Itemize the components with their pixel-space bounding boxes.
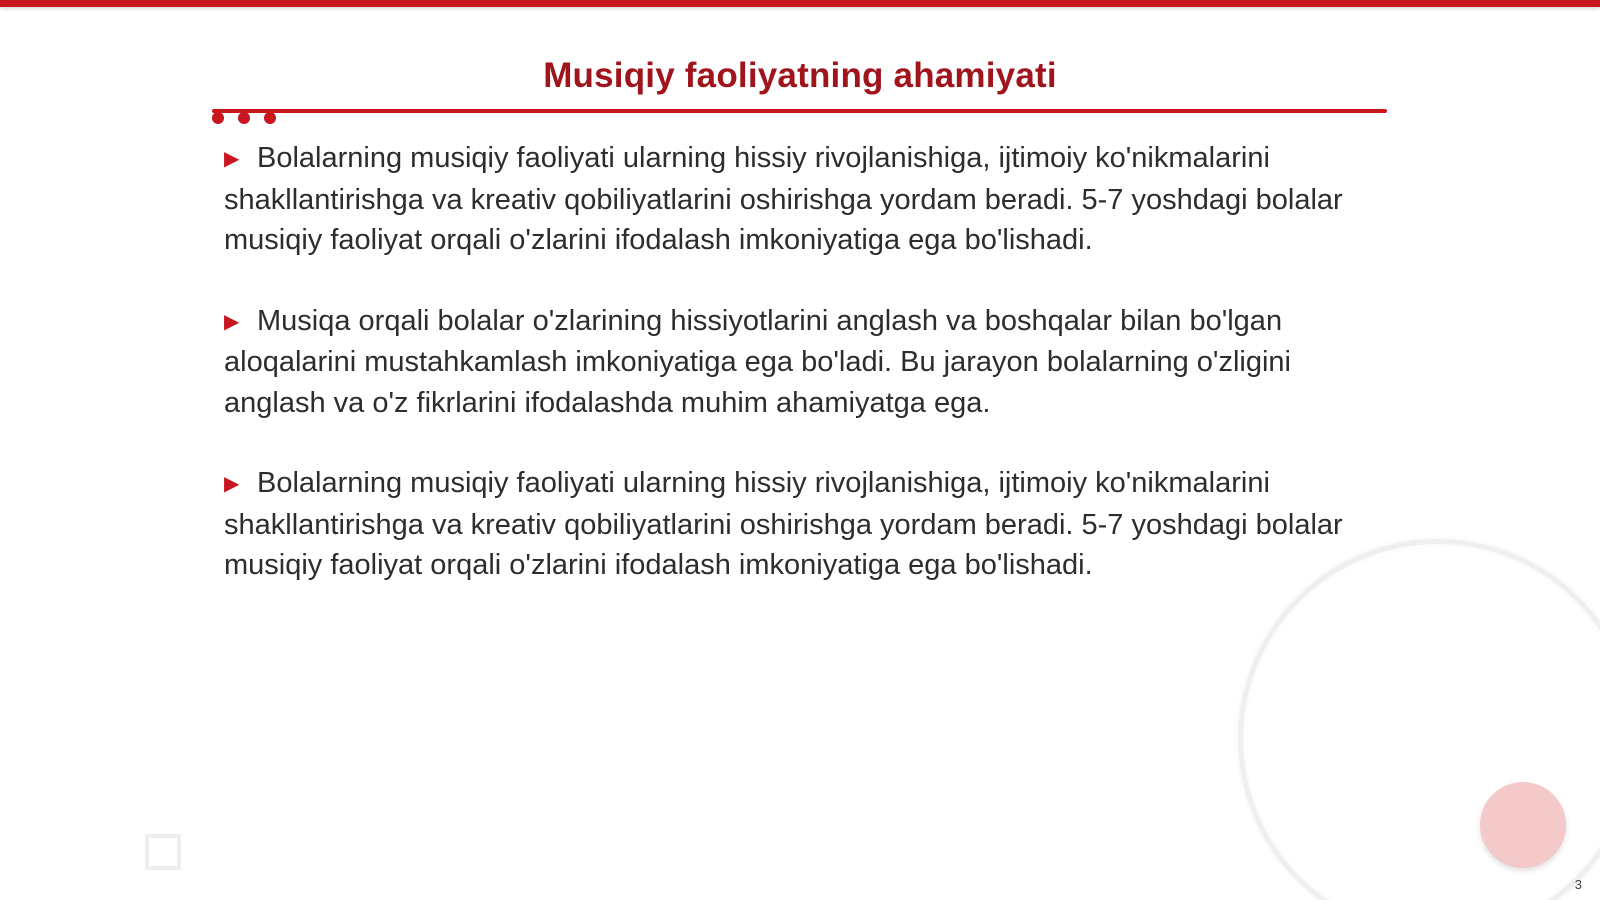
bullet-arrow-icon: ▶ bbox=[224, 473, 240, 495]
bullet-text: Bolalarning musiqiy faoliyati ularning hissiy rivojlanishiga, ijtimoiy ko'nikmalarini shakllantirishga va kreativ qobiliyatlarini oshirishga yordam beradi. 5-7 yoshdagi bolalar musiqiy faoliyat orqali o'zlarini ifodalash imkoniyatiga ega bo'lishadi. bbox=[224, 467, 1343, 581]
bullet-text: Musiqa orqali bolalar o'zlarining hissiyotlarini anglash va boshqalar bilan bo'lgan aloqalarini mustahkamlash imkoniyatiga ega bo'ladi. Bu jarayon bolalarning o'zligini anglash va o'z fikrlarini ifodalashda muhim ahamiyatga ega. bbox=[224, 304, 1291, 419]
bullet-list bbox=[224, 138, 1364, 626]
slide-title: Musiqiy faoliyatning ahamiyati bbox=[543, 56, 1057, 95]
decorative-square bbox=[145, 834, 181, 870]
page-number: 3 bbox=[1574, 877, 1582, 892]
bullet-arrow-icon: ▶ bbox=[224, 148, 240, 170]
decorative-pink-circle bbox=[1480, 782, 1566, 868]
bullet-text: Bolalarning musiqiy faoliyati ularning hissiy rivojlanishiga, ijtimoiy ko'nikmalarini shakllantirishga va kreativ qobiliyatlarini oshirishga yordam beradi. 5-7 yoshdagi bolalar musiqiy faoliyat orqali o'zlarini ifodalash imkoniyatiga ega bo'lishadi. bbox=[224, 142, 1343, 256]
bullet-item bbox=[224, 138, 1364, 261]
bullet-item bbox=[224, 301, 1364, 424]
top-accent-bar bbox=[0, 0, 1600, 7]
decorative-dot bbox=[238, 112, 250, 124]
decorative-dot bbox=[264, 112, 276, 124]
bullet-arrow-icon: ▶ bbox=[224, 310, 240, 333]
title-underline bbox=[212, 109, 1387, 113]
bullet-item bbox=[224, 463, 1364, 586]
decorative-dot bbox=[212, 112, 224, 124]
